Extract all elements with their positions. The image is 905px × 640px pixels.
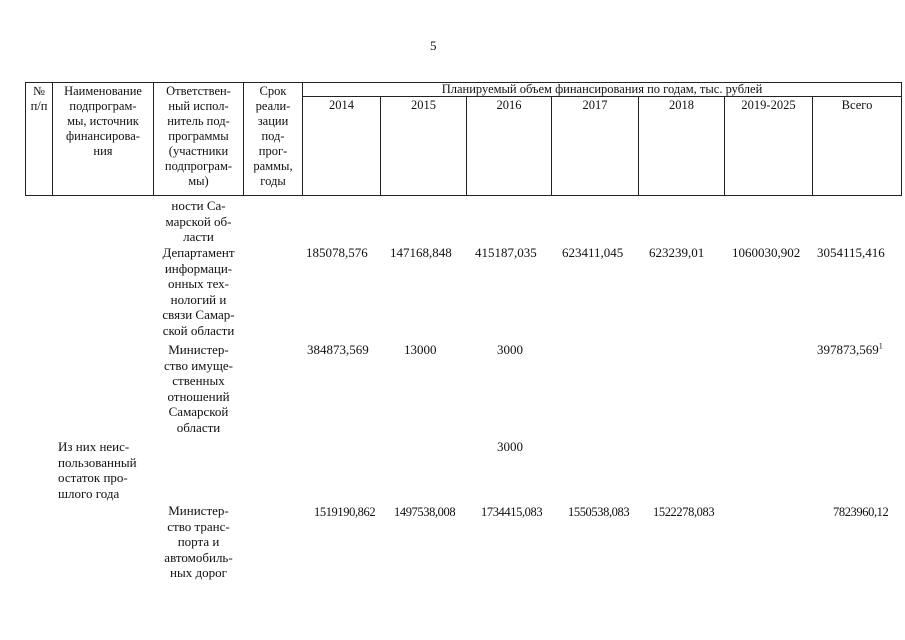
responsible-line: автомобиль- [164,549,233,565]
value-total: 397873,569$^1$ [817,341,883,357]
header-term-line: Срок [259,84,287,98]
header-term-line: реали- [255,99,291,113]
responsible-line: нологий и [170,291,227,307]
header-responsible-line: программы [168,129,229,143]
value-2016: 3000 [497,342,523,357]
header-year-2016: 2016 [496,98,522,112]
responsible-line: Министер- [168,342,229,357]
header-number-line: № [33,84,45,98]
header-number [25,84,53,114]
header-name [53,84,153,159]
responsible-line: информаци- [164,260,233,276]
header-year-2018: 2018 [669,98,694,112]
responsible-line: ство имуще- [163,357,234,373]
responsible-line: онных тех- [167,276,229,292]
header-number-line: п/п [30,99,48,113]
header-term-line: прог- [258,144,288,158]
responsible-line: Самарской [168,404,229,420]
responsible-line: ных дорог [170,565,227,581]
header-name-line: ния [93,144,113,158]
responsible-line: ности Са- [171,198,226,213]
responsible-line: ство транс- [167,518,230,534]
header-responsible-line: нитель под- [167,114,230,128]
header-year-2017: 2017 [582,98,608,112]
header-term-line: раммы, [253,159,293,173]
footnote-marker: 1 [878,341,883,351]
header-total: Всего [841,98,873,112]
header-name-line: мы, источник [67,114,139,128]
value-2015: 1497538,008 [394,505,456,519]
responsible-line: ской области [162,322,235,338]
responsible-line: марской об- [165,213,232,229]
responsible-line: отношений [167,388,230,404]
header-responsible-line: ный испол- [168,99,229,113]
header-financing-title: Планируемый объем финансирования по годам, тыс. рублей [441,82,763,96]
header-term [244,84,302,189]
header-term-line: под- [261,129,285,143]
value-2016: 415187,035 [475,245,537,260]
value-2017: 1550538,083 [568,505,630,519]
value-2018: 623239,01 [649,245,705,260]
header-year-2014: 2014 [329,98,354,112]
name-line: Из них неис- [58,439,130,454]
row-responsible [154,342,243,436]
row-name [58,439,148,501]
value-2017: 623411,045 [562,245,624,260]
header-name-line: подпрограм- [69,99,137,113]
responsible-line: области [176,419,221,435]
responsible-line: ственных [172,373,225,389]
value-2019-2025: 1060030,902 [732,245,801,260]
header-term-line: зации [257,114,289,128]
value-total: 7823960,12 [833,505,889,519]
header-responsible-line: мы) [188,174,209,188]
header-year-2019-2025: 2019-2025 [741,98,796,112]
responsible-line: ласти [183,229,214,245]
header-responsible-line: (участники [168,144,229,158]
header-responsible-line: Ответствен- [166,84,231,98]
header-responsible [154,84,243,189]
value-2015: 13000 [404,342,437,357]
value-2016: 1734415,083 [481,505,543,519]
header-responsible-line: подпрограм- [164,159,233,173]
responsible-line: Министер- [168,503,229,518]
header-name-line: финансирова- [66,129,140,143]
value-total: 3054115,416 [817,245,885,260]
name-line: остаток про- [58,470,128,486]
header-term-line: годы [260,174,286,188]
responsible-line: связи Самар- [162,307,235,323]
value-2015: 147168,848 [390,245,452,260]
responsible-line: Департамент [162,245,235,260]
header-name-line: Наименование [64,84,142,98]
value-2014: 185078,576 [306,245,368,260]
row-responsible [154,245,243,339]
value-2014: 384873,569 [307,342,369,357]
row-responsible [154,198,243,245]
name-line: пользованный [58,454,137,470]
name-line: шлого года [58,485,120,501]
page-number: 5 [430,38,437,53]
header-year-2015: 2015 [411,98,436,112]
row-responsible [154,503,243,581]
value-2014: 1519190,862 [314,505,376,519]
value-2018: 1522278,083 [653,505,715,519]
value-2016: 3000 [497,439,523,454]
responsible-line: порта и [177,534,220,550]
